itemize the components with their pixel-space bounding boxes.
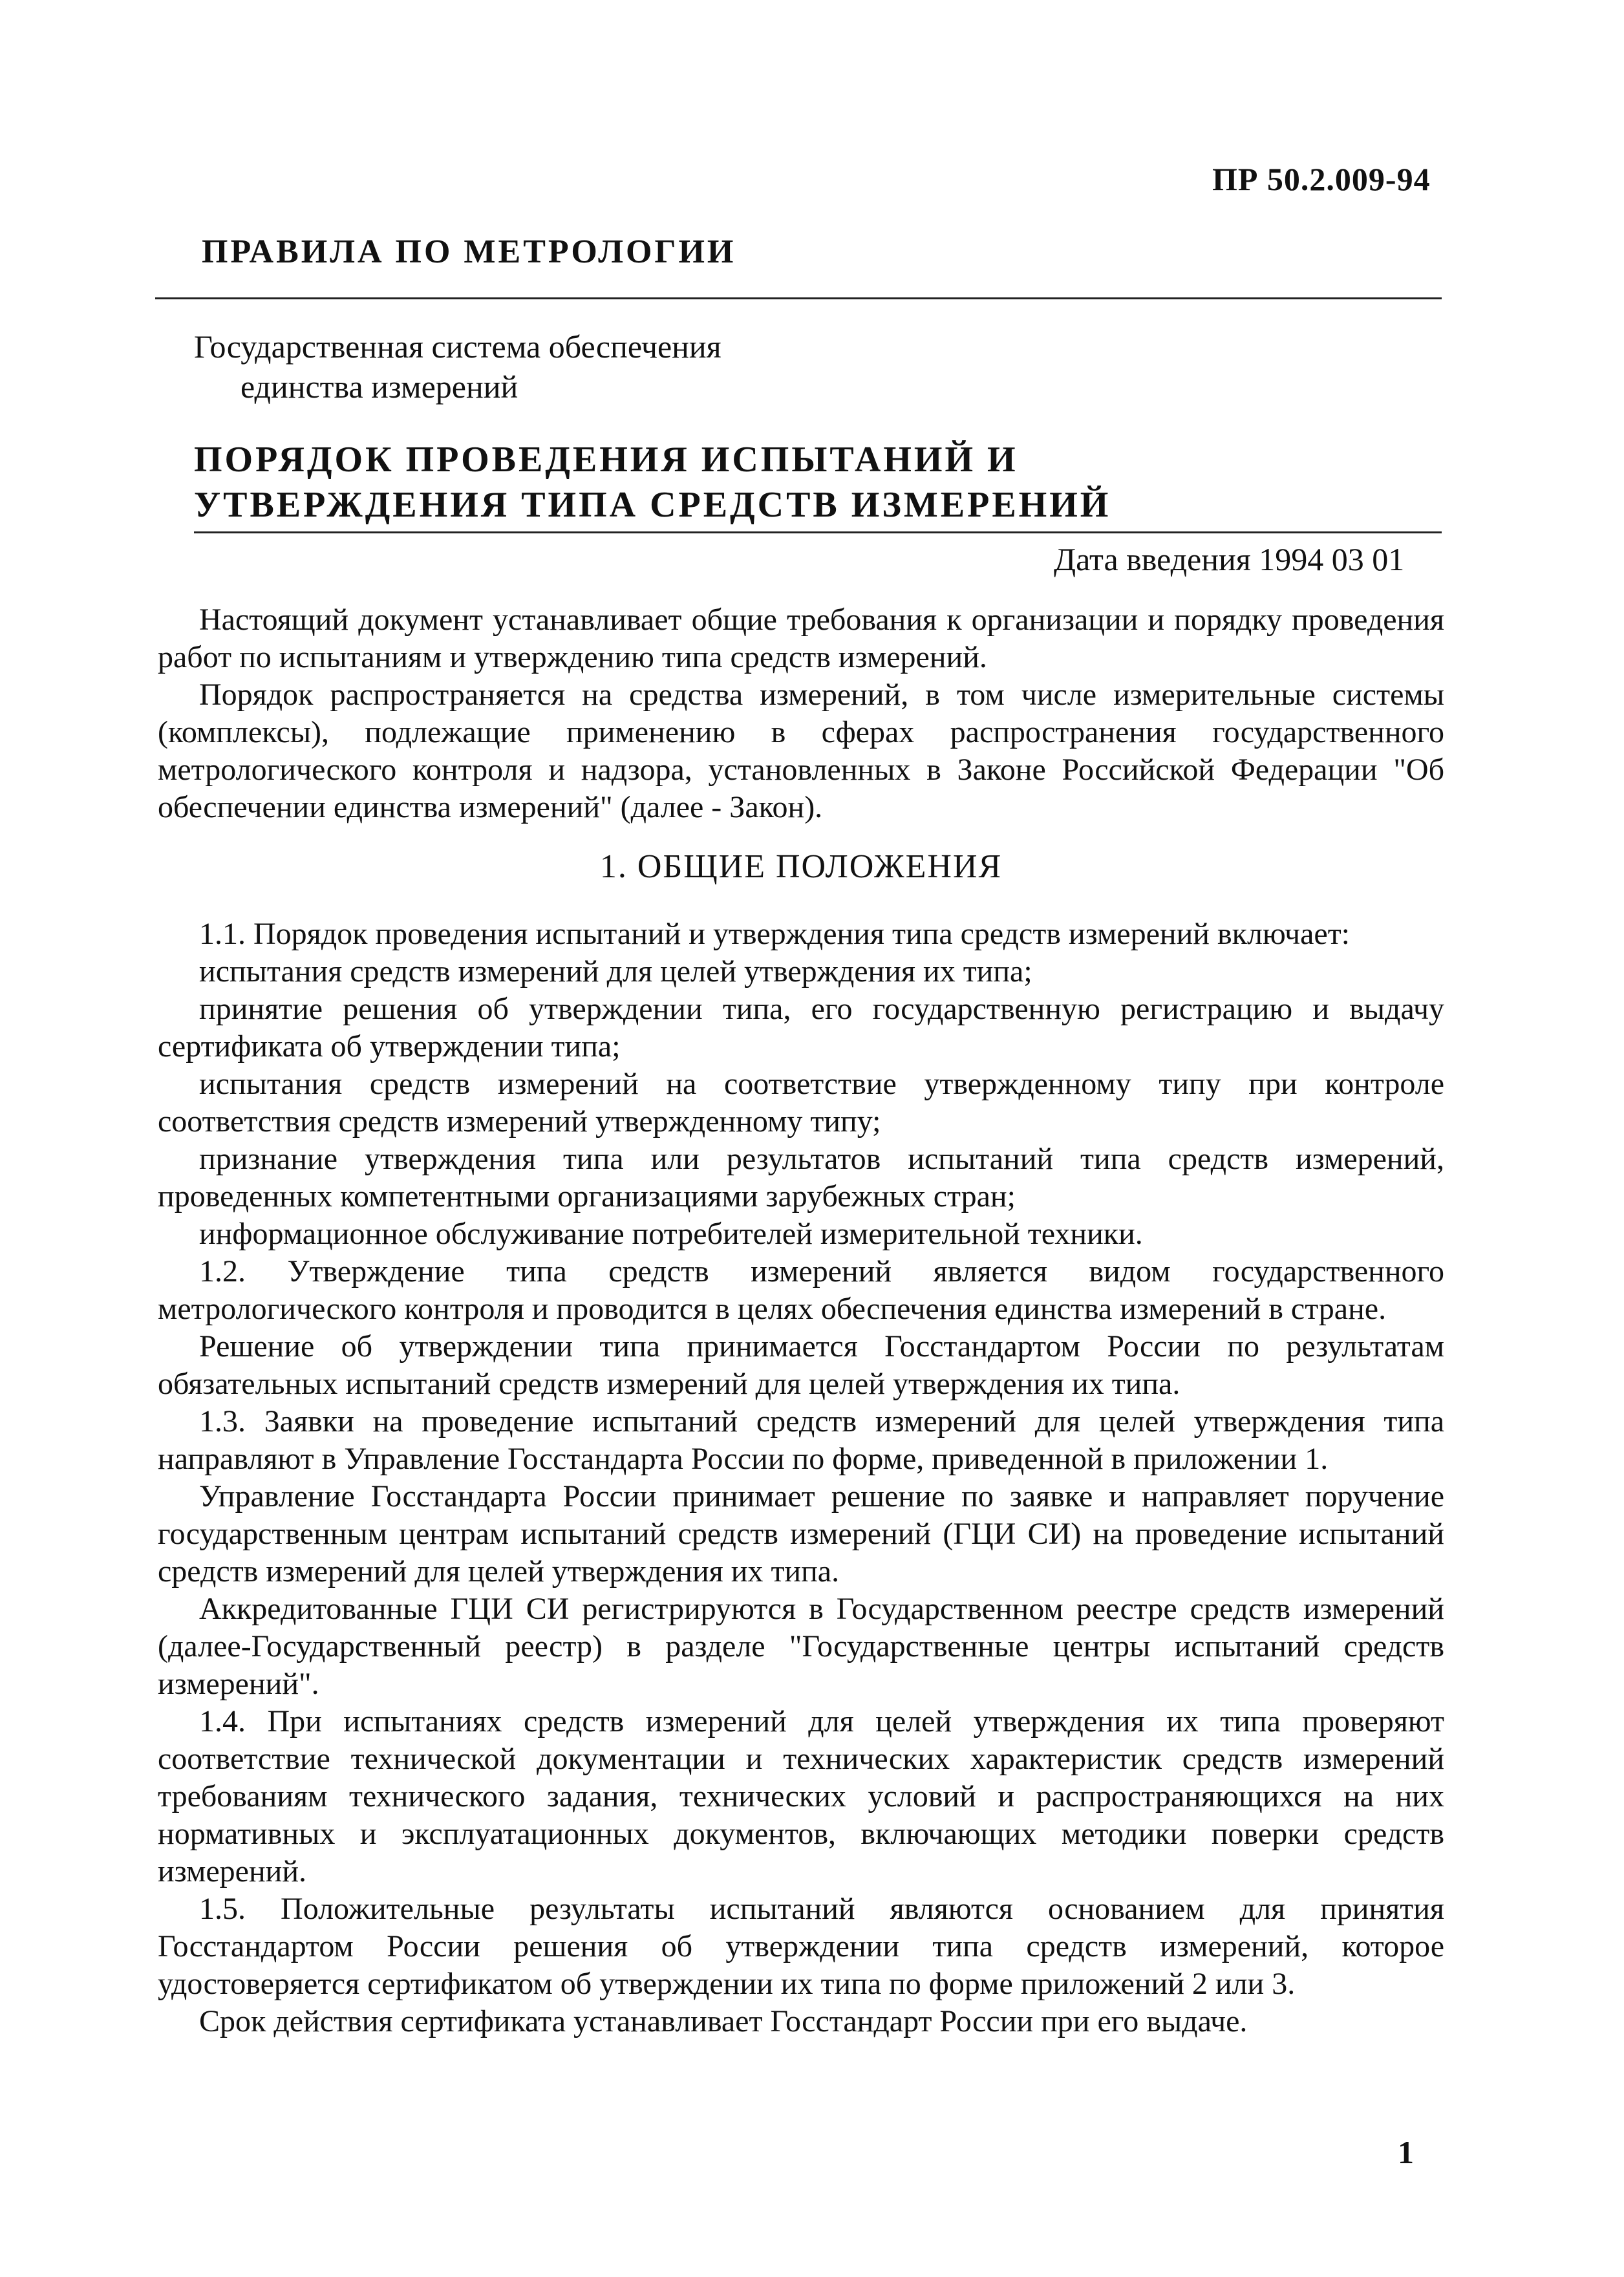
document-title [194, 437, 1111, 528]
section-heading: 1. ОБЩИЕ ПОЛОЖЕНИЯ [599, 848, 1003, 885]
intro-paragraph-2: Порядок распространяется на средства измерений, в том числе измерительные системы (комплексы), подлежащие применению в сферах распространения государственного метрологического контроля и надзора, установленных в Законе Российской Федерации "Об обеспечении единства измерений" (далее - Закон). [158, 678, 1444, 824]
clause-1-5-paragraph-2: Срок действия сертификата устанавливает Госстандарт России при его выдаче. [199, 2004, 1248, 2038]
system-name [194, 326, 721, 407]
rules-category-title: ПРАВИЛА ПО МЕТРОЛОГИИ [202, 233, 736, 270]
document-body [158, 601, 1444, 2040]
clause-1-3-paragraph-2: Управление Госстандарта России принимает решение по заявке и направляет поручение государственным центрам испытаний средств измерений (ГЦИ СИ) на проведение испытаний средств измерений для целей утверждения их типа. [158, 1479, 1444, 1588]
document-code: ПР 50.2.009-94 [1212, 161, 1431, 197]
clause-1-1: 1.1. Порядок проведения испытаний и утверждения типа средств измерений включает: [199, 917, 1351, 951]
clause-1-1-item-2: принятие решения об утверждении типа, его государственную регистрацию и выдачу сертификата об утверждении типа; [158, 992, 1444, 1064]
clause-1-1-item-5: информационное обслуживание потребителей измерительной техники. [199, 1217, 1143, 1251]
document-title-line-1: ПОРЯДОК ПРОВЕДЕНИЯ ИСПЫТАНИЙ И [194, 440, 1018, 480]
document-title-line-2: УТВЕРЖДЕНИЯ ТИПА СРЕДСТВ ИЗМЕРЕНИЙ [194, 485, 1111, 525]
clause-1-2: 1.2. Утверждение типа средств измерений является видом государственного метрологического контроля и проводится в целях обеспечения единства измерений в стране. [158, 1254, 1444, 1326]
clause-1-1-item-1: испытания средств измерений для целей утверждения их типа; [199, 954, 1032, 989]
system-name-line-2: единства измерений [240, 369, 518, 405]
introduction-date: Дата введения 1994 03 01 [1054, 541, 1405, 577]
title-divider [194, 531, 1442, 533]
clause-1-3: 1.3. Заявки на проведение испытаний средств измерений для целей утверждения типа направляют в Управление Госстандарта России по форме, приведенной в приложении 1. [158, 1404, 1444, 1476]
clause-1-4: 1.4. При испытаниях средств измерений для целей утверждения их типа проверяют соответствие технической документации и технических характеристик средств измерений требованиям технического задания, технических условий и распространяющихся на них нормативных и эксплуатационных документов, включающих методики поверки средств измерений. [158, 1704, 1444, 1888]
clause-1-3-paragraph-3: Аккредитованные ГЦИ СИ регистрируются в Государственном реестре средств измерений (далее-Государственный реестр) в разделе "Государственные центры испытаний средств измерений". [158, 1592, 1444, 1701]
intro-paragraph-1: Настоящий документ устанавливает общие требования к организации и порядку проведения работ по испытаниям и утверждению типа средств измерений. [158, 603, 1444, 674]
system-name-line-1: Государственная система обеспечения [194, 328, 721, 365]
clause-1-1-item-4: признание утверждения типа или результатов испытаний типа средств измерений, проведенных компетентными организациями зарубежных стран; [158, 1142, 1444, 1213]
clause-1-2-paragraph-2: Решение об утверждении типа принимается Госстандартом России по результатам обязательных испытаний средств измерений для целей утверждения их типа. [158, 1329, 1444, 1401]
clause-1-5: 1.5. Положительные результаты испытаний являются основанием для принятия Госстандартом России решения об утверждении типа средств измерений, которое удостоверяется сертификатом об утверждении их типа по форме приложений 2 или 3. [158, 1892, 1444, 2001]
clause-1-1-item-3: испытания средств измерений на соответствие утвержденному типу при контроле соответствия средств измерений утвержденному типу; [158, 1067, 1444, 1138]
top-divider [155, 297, 1442, 299]
page-number: 1 [1398, 2134, 1414, 2170]
